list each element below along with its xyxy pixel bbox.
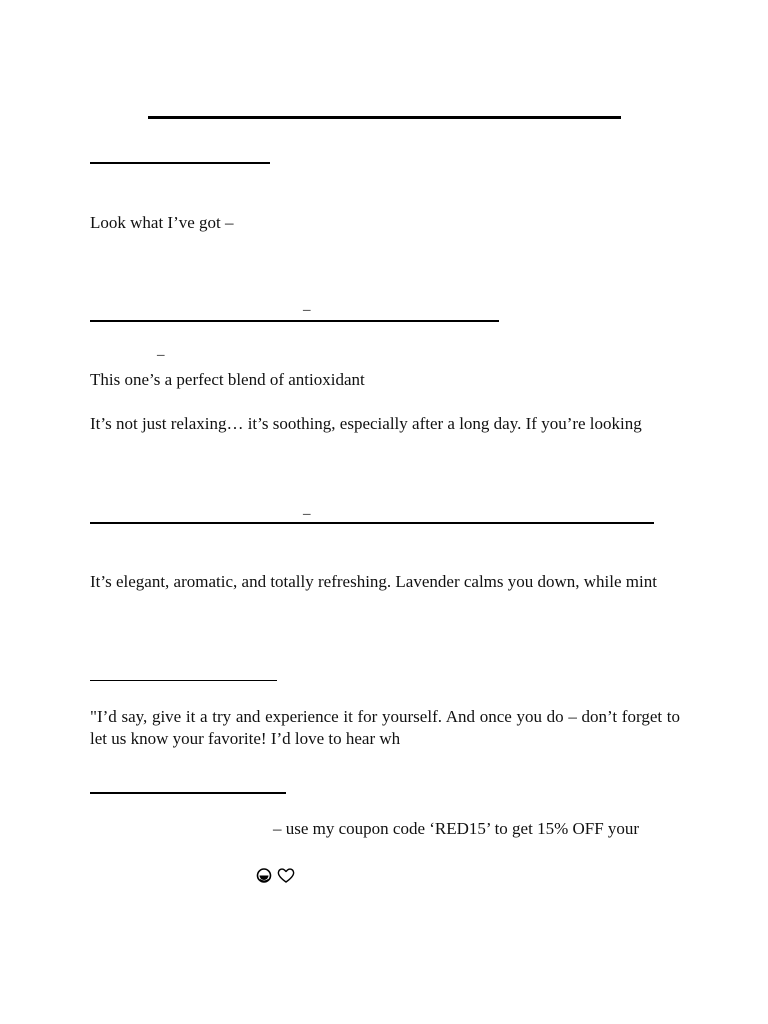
heart-icon	[277, 867, 295, 890]
title-rule	[148, 116, 621, 119]
section1-heading-dash: –	[303, 302, 311, 318]
section1-sub-dash: –	[157, 347, 165, 363]
section1-line1: This one’s a perfect blend of antioxidant	[90, 370, 365, 389]
section2-line1: It’s elegant, aromatic, and totally refreshing. Lavender calms you down, while mint	[90, 572, 657, 591]
section2-heading-rule	[90, 522, 654, 524]
section4-heading-rule	[90, 792, 286, 794]
section2-heading-dash: –	[303, 506, 311, 522]
closing-icons	[256, 866, 295, 890]
subtitle-rule	[90, 162, 270, 164]
section1-line2: It’s not just relaxing… it’s soothing, especially after a long day. If you’re looking	[90, 414, 642, 433]
section3-paragraph: "I’d say, give it a try and experience it for yourself. And once you do – don’t forget to let us know your favorite! I’d love to hear wh	[90, 707, 680, 748]
section4-coupon-line: – use my coupon code ‘RED15’ to get 15% OFF your	[273, 819, 640, 838]
section1-heading-rule	[90, 320, 499, 322]
tea-cup-icon	[256, 867, 273, 890]
section3-heading-rule	[90, 680, 277, 681]
intro-line: Look what I’ve got –	[90, 213, 234, 232]
